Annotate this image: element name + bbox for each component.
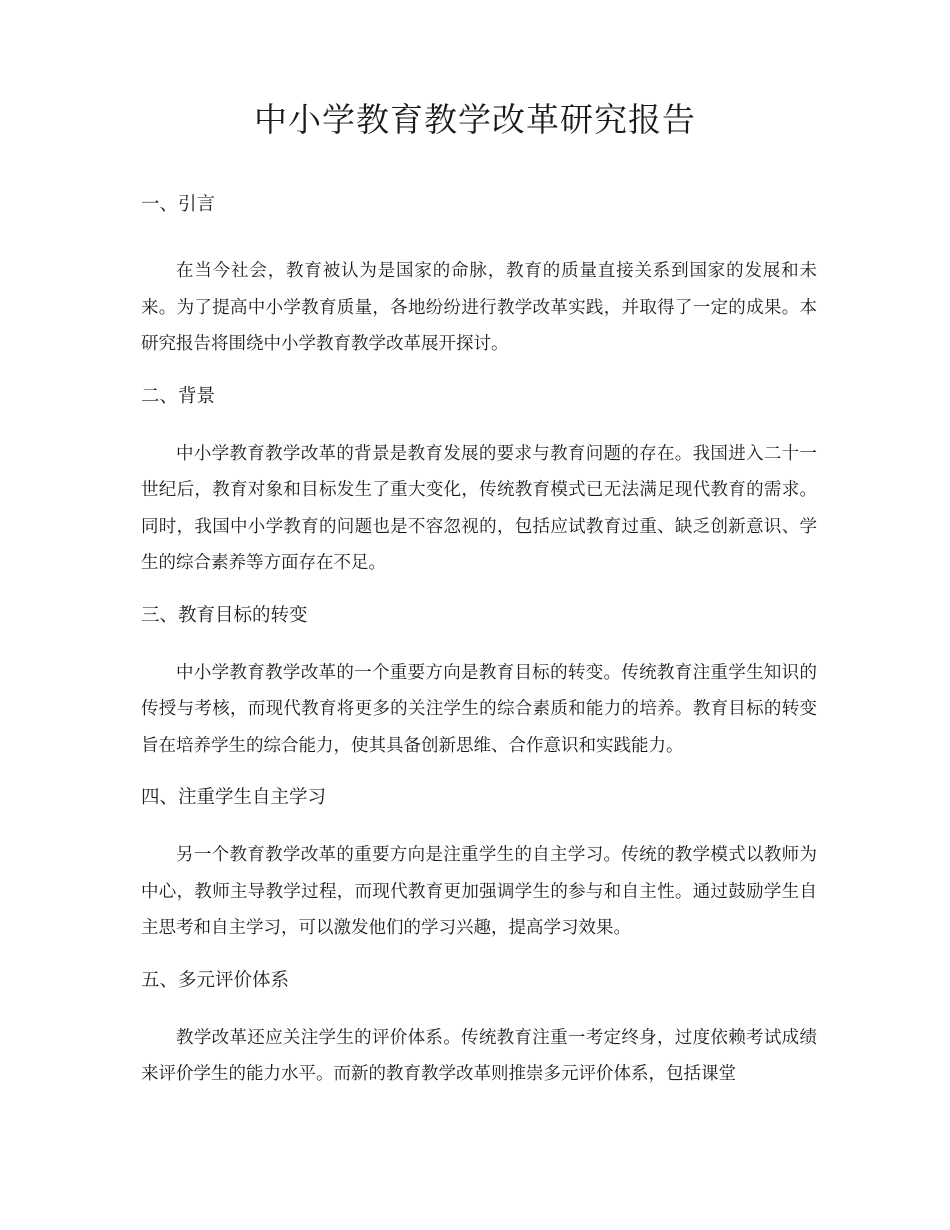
- section-paragraph-self-learning: 另一个教育教学改革的重要方向是注重学生的自主学习。传统的教学模式以教师为中心，教师主导教学过程，而现代教育更加强调学生的参与和自主性。通过鼓励学生自主思考和自主学习，可以激发他们的学习兴趣，提高学习效果。: [141, 845, 817, 938]
- section-heading-self-learning: 四、注重学生自主学习: [141, 787, 327, 808]
- section-paragraph-evaluation: 教学改革还应关注学生的评价体系。传统教育注重一考定终身，过度依赖考试成绩来评价学生的能力水平。而新的教育教学改革则推崇多元评价体系，包括课堂: [141, 1027, 817, 1084]
- section-paragraph-introduction: 在当今社会，教育被认为是国家的命脉，教育的质量直接关系到国家的发展和未来。为了提高中小学教育质量，各地纷纷进行教学改革实践，并取得了一定的成果。本研究报告将围绕中小学教育教学改革展开探讨。: [141, 261, 817, 354]
- section-heading-goal-shift: 三、教育目标的转变: [141, 604, 308, 626]
- section-paragraph-goal-shift: 中小学教育教学改革的一个重要方向是教育目标的转变。传统教育注重学生知识的传授与考核，而现代教育将更多的关注学生的综合素质和能力的培养。教育目标的转变旨在培养学生的综合能力，使其具备创新思维、合作意识和实践能力。: [141, 662, 817, 756]
- document-body: [141, 190, 817, 1093]
- section-heading-evaluation: 五、多元评价体系: [141, 969, 290, 991]
- section-heading-background: 二、背景: [141, 385, 216, 407]
- section-heading-introduction: 一、引言: [141, 194, 216, 215]
- section-paragraph-background: 中小学教育教学改革的背景是教育发展的要求与教育问题的存在。我国进入二十一世纪后，教育对象和目标发生了重大变化，传统教育模式已无法满足现代教育的需求。同时，我国中小学教育的问题也是不容忽视的，包括应试教育过重、缺乏创新意识、学生的综合素养等方面存在不足。: [141, 443, 817, 573]
- document-title: 中小学教育教学改革研究报告: [254, 100, 696, 139]
